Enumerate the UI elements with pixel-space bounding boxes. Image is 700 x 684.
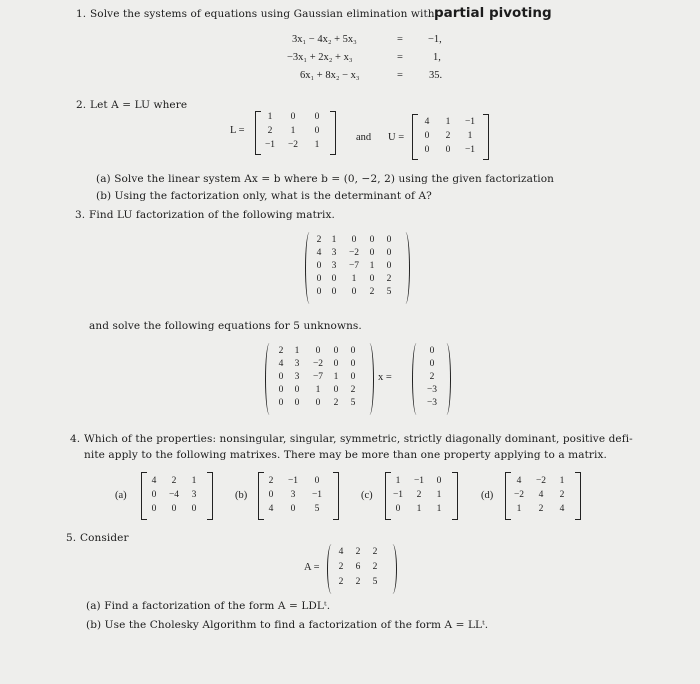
matrix-cell: 1: [315, 385, 321, 395]
equation-lhs: 6x₁ + 8x₂ − x₃: [300, 70, 360, 81]
matrix-cell: 2: [316, 235, 322, 245]
matrix-cell: 2: [538, 504, 544, 514]
matrix-cell: 2: [267, 126, 273, 136]
bracket-right: [333, 472, 339, 520]
matrix-label: A =: [304, 562, 320, 573]
matrix-cell: 0: [386, 235, 392, 245]
matrix-cell: 1: [333, 372, 339, 382]
matrix-cell: 1: [290, 126, 296, 136]
matrix-cell: 0: [331, 274, 337, 284]
matrix-cell: 1: [467, 131, 473, 141]
equation-eq: =: [397, 34, 403, 45]
matrix-cell: 0: [151, 504, 157, 514]
matrix-cell: −1: [392, 490, 404, 500]
matrix-cell: 1: [314, 140, 320, 150]
matrix-cell: −2: [287, 140, 299, 150]
matrix-cell: 2: [416, 490, 422, 500]
matrix-cell: 0: [369, 235, 375, 245]
matrix-cell: 1: [436, 504, 442, 514]
matrix-cell: 3: [331, 248, 337, 258]
matrix-cell: 4: [559, 504, 565, 514]
equation-rhs: 1,: [433, 52, 441, 63]
problem-number: 5.: [66, 532, 77, 544]
matrix-cell: 0: [151, 490, 157, 500]
equation-lhs: −3x₁ + 2x₂ + x₃: [287, 52, 353, 63]
matrix-cell: −2: [513, 490, 525, 500]
matrix-cell: 1: [331, 235, 337, 245]
subpart-a: (a) Solve the linear system Ax = b where b = (0, −2, 2) using the given factorization: [96, 173, 554, 185]
matrix-cell: 3: [294, 372, 300, 382]
paren-right: [401, 232, 410, 304]
subpart-b: (b) Use the Cholesky Algorithm to find a factorization of the form A = LLᵗ.: [86, 619, 489, 631]
matrix-cell: −4: [168, 490, 180, 500]
matrix-cell: 1: [416, 504, 422, 514]
matrix-cell: 0: [294, 385, 300, 395]
matrix-cell: 3: [191, 490, 197, 500]
matrix-cell: 4: [268, 504, 274, 514]
problem-text: Solve the systems of equations using Gaussian elimination with: [90, 8, 435, 20]
matrix-cell: 2: [338, 577, 344, 587]
matrix-cell: −7: [312, 372, 324, 382]
matrix-cell: 1: [516, 504, 522, 514]
equation-eq: =: [397, 70, 403, 81]
matrix-cell: −1: [287, 476, 299, 486]
matrix-cell: 2: [338, 562, 344, 572]
vector-cell: −3: [426, 385, 438, 395]
matrix-cell: 2: [369, 287, 375, 297]
matrix-cell: 0: [316, 261, 322, 271]
matrix-cell: 0: [386, 261, 392, 271]
bracket-right: [575, 472, 581, 520]
matrix-cell: 0: [350, 346, 356, 356]
equation-rhs: −1,: [428, 34, 442, 45]
matrix-cell: −1: [464, 117, 476, 127]
subpart-a: (a) Find a factorization of the form A = LDLᵗ.: [86, 600, 331, 612]
matrix-cell: 0: [290, 112, 296, 122]
matrix-cell: 0: [290, 504, 296, 514]
matrix-cell: 1: [351, 274, 357, 284]
matrix-cell: 2: [278, 346, 284, 356]
matrix-cell: 0: [386, 248, 392, 258]
matrix-cell: −7: [348, 261, 360, 271]
vector-cell: 0: [429, 346, 435, 356]
bracket-right: [452, 472, 458, 520]
matrix-cell: 4: [538, 490, 544, 500]
matrix-cell: 2: [333, 398, 339, 408]
matrix-cell: 1: [369, 261, 375, 271]
matrix-label: (a): [115, 490, 127, 501]
matrix-cell: 1: [191, 476, 197, 486]
matrix-cell: 2: [372, 562, 378, 572]
matrix-label: L =: [230, 125, 245, 136]
matrix-cell: 0: [331, 287, 337, 297]
matrix-cell: −2: [348, 248, 360, 258]
matrix-cell: 0: [351, 287, 357, 297]
matrix-cell: 0: [333, 385, 339, 395]
matrix-cell: 3: [331, 261, 337, 271]
bracket-right: [207, 472, 213, 520]
matrix-cell: −2: [312, 359, 324, 369]
paren-right: [365, 343, 374, 415]
problem-text: Find LU factorization of the following matrix.: [89, 209, 335, 221]
bracket-left: [412, 114, 418, 160]
matrix-cell: 1: [445, 117, 451, 127]
vector-cell: −3: [426, 398, 438, 408]
matrix-cell: 5: [386, 287, 392, 297]
matrix-cell: 0: [424, 131, 430, 141]
problem-text: Consider: [80, 532, 129, 544]
matrix-cell: 0: [351, 235, 357, 245]
matrix-cell: 5: [350, 398, 356, 408]
matrix-cell: 0: [333, 346, 339, 356]
paren-right: [388, 544, 397, 594]
matrix-cell: 0: [424, 145, 430, 155]
matrix-cell: 1: [559, 476, 565, 486]
matrix-cell: 4: [278, 359, 284, 369]
matrix-cell: 5: [372, 577, 378, 587]
matrix-cell: −1: [464, 145, 476, 155]
paren-right: [442, 343, 451, 415]
matrix-cell: 2: [355, 577, 361, 587]
matrix-cell: 0: [333, 359, 339, 369]
matrix-cell: 0: [171, 504, 177, 514]
vector-cell: 2: [429, 372, 435, 382]
problem-text: Let A = LU where: [90, 99, 188, 111]
matrix-cell: −1: [413, 476, 425, 486]
matrix-cell: 2: [372, 547, 378, 557]
matrix-cell: 0: [445, 145, 451, 155]
matrix-cell: 0: [294, 398, 300, 408]
problem-number: 3.: [75, 209, 86, 221]
matrix-cell: 1: [436, 490, 442, 500]
matrix-cell: 2: [268, 476, 274, 486]
matrix-cell: 0: [278, 385, 284, 395]
matrix-cell: 1: [267, 112, 273, 122]
matrix-cell: −1: [311, 490, 323, 500]
matrix-label: (d): [481, 490, 494, 501]
bracket-right: [330, 111, 336, 155]
problem-number: 1.: [76, 8, 87, 20]
matrix-cell: 0: [316, 287, 322, 297]
bracket-left: [255, 111, 261, 155]
matrix-cell: 0: [395, 504, 401, 514]
matrix-cell: −2: [535, 476, 547, 486]
matrix-cell: 4: [316, 248, 322, 258]
matrix-cell: 2: [355, 547, 361, 557]
matrix-label: (b): [235, 490, 248, 501]
matrix-cell: 4: [516, 476, 522, 486]
matrix-cell: 0: [314, 126, 320, 136]
subpart-b: (b) Using the factorization only, what is the determinant of A?: [96, 190, 432, 202]
vector-cell: 0: [429, 359, 435, 369]
problem-text-line-1: Which of the properties: nonsingular, singular, symmetric, strictly diagonally dominant, positive defi-: [84, 433, 633, 445]
problem-text-line-2: nite apply to the following matrixes. There may be more than one property applying to a matrix.: [84, 449, 607, 461]
matrix-cell: 0: [350, 372, 356, 382]
matrix-cell: 2: [350, 385, 356, 395]
matrix-cell: −1: [264, 140, 276, 150]
matrix-cell: 2: [445, 131, 451, 141]
matrix-label: U =: [388, 132, 405, 143]
matrix-cell: 0: [315, 346, 321, 356]
emphasis-text: partial pivoting: [434, 5, 552, 21]
matrix-cell: 1: [294, 346, 300, 356]
problem-number: 4.: [70, 433, 81, 445]
matrix-cell: 2: [386, 274, 392, 284]
x-label: x =: [378, 372, 392, 383]
matrix-cell: 3: [294, 359, 300, 369]
matrix-cell: 0: [369, 274, 375, 284]
equation-lhs: 3x₁ − 4x₂ + 5x₃: [292, 34, 357, 45]
and-text: and: [356, 132, 372, 143]
matrix-cell: 0: [278, 398, 284, 408]
matrix-cell: 1: [395, 476, 401, 486]
paren-left: [412, 343, 421, 415]
equation-eq: =: [397, 52, 403, 63]
matrix-cell: 0: [268, 490, 274, 500]
matrix-cell: 0: [316, 274, 322, 284]
problem-text: and solve the following equations for 5 unknowns.: [89, 320, 362, 332]
matrix-cell: 0: [369, 248, 375, 258]
matrix-cell: 0: [314, 112, 320, 122]
matrix-cell: 6: [355, 562, 361, 572]
problem-number: 2.: [76, 99, 87, 111]
matrix-cell: 0: [314, 476, 320, 486]
bracket-right: [483, 114, 489, 160]
matrix-cell: 2: [171, 476, 177, 486]
equation-rhs: 35.: [429, 70, 443, 81]
matrix-cell: 0: [191, 504, 197, 514]
matrix-cell: 0: [278, 372, 284, 382]
matrix-cell: 4: [151, 476, 157, 486]
matrix-cell: 0: [315, 398, 321, 408]
matrix-cell: 5: [314, 504, 320, 514]
matrix-label: (c): [361, 490, 373, 501]
matrix-cell: 0: [350, 359, 356, 369]
matrix-cell: 2: [559, 490, 565, 500]
matrix-cell: 4: [338, 547, 344, 557]
matrix-cell: 0: [436, 476, 442, 486]
matrix-cell: 4: [424, 117, 430, 127]
matrix-cell: 3: [290, 490, 296, 500]
